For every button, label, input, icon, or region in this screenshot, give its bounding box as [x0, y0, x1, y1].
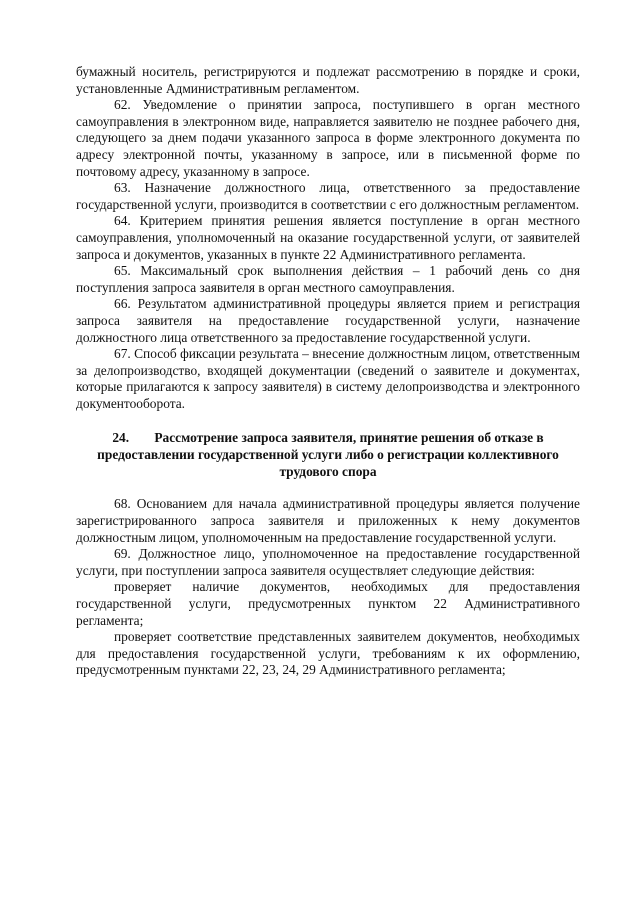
paragraph-64: 64. Критерием принятия решения является поступление в орган местного самоуправления, уполномоченный на оказание государственной услуги, от заявителей запроса и документов, указанных в пункте 22 Административного регламента.: [76, 213, 580, 262]
list-item-check-documents: проверяет наличие документов, необходимых для предоставления государственной услуги, предусмотренных пунктом 22 Административного регламента;: [76, 579, 580, 628]
section-heading: [76, 429, 580, 480]
paragraph-63: 63. Назначение должностного лица, ответственного за предоставление государственной услуги, производится в соответствии с его должностным регламентом.: [76, 180, 580, 212]
paragraph-66: 66. Результатом административной процедуры является прием и регистрация запроса заявителя на предоставление государственной услуги, назначение должностного лица ответственного за предоставление государственной услуги.: [76, 296, 580, 345]
document-page: [76, 64, 580, 679]
paragraph-67: 67. Способ фиксации результата – внесение должностным лицом, ответственным за делопроизводство, входящей документации (сведений о заявителе и документах, которые прилагаются к запросу заявителя) в систему делопроизводства и электронного документооборота.: [76, 346, 580, 411]
section-number: 24.: [112, 430, 130, 446]
paragraph-65: 65. Максимальный срок выполнения действия – 1 рабочий день со дня поступления запроса заявителя в орган местного самоуправления.: [76, 263, 580, 295]
list-item-check-compliance: проверяет соответствие представленных заявителем документов, необходимых для предоставления государственной услуги, требованиям к их оформлению, предусмотренным пунктами 22, 23, 24, 29 Административного регламента;: [76, 629, 580, 678]
paragraph-69: 69. Должностное лицо, уполномоченное на предоставление государственной услуги, при поступлении запроса заявителя осуществляет следующие действия:: [76, 546, 580, 578]
paragraph-68: 68. Основанием для начала административной процедуры является получение зарегистрированного запроса заявителя и приложенных к нему документов должностным лицом, уполномоченным на предоставление государственной услуги.: [76, 496, 580, 545]
paragraph-continuation: бумажный носитель, регистрируются и подлежат рассмотрению в порядке и сроки, установленные Административным регламентом.: [76, 64, 580, 96]
paragraph-62: 62. Уведомление о принятии запроса, поступившего в орган местного самоуправления в электронном виде, направляется заявителю не позднее рабочего дня, следующего за днем подачи указанного запроса в форме электронного документа по адресу электронной почты, указанному в запросе, или в письменной форме по почтовому адресу, указанному в запросе.: [76, 97, 580, 179]
section-title: Рассмотрение запроса заявителя, принятие решения об отказе в предоставлении государственной услуги либо о регистрации коллективного трудового спора: [97, 430, 559, 480]
